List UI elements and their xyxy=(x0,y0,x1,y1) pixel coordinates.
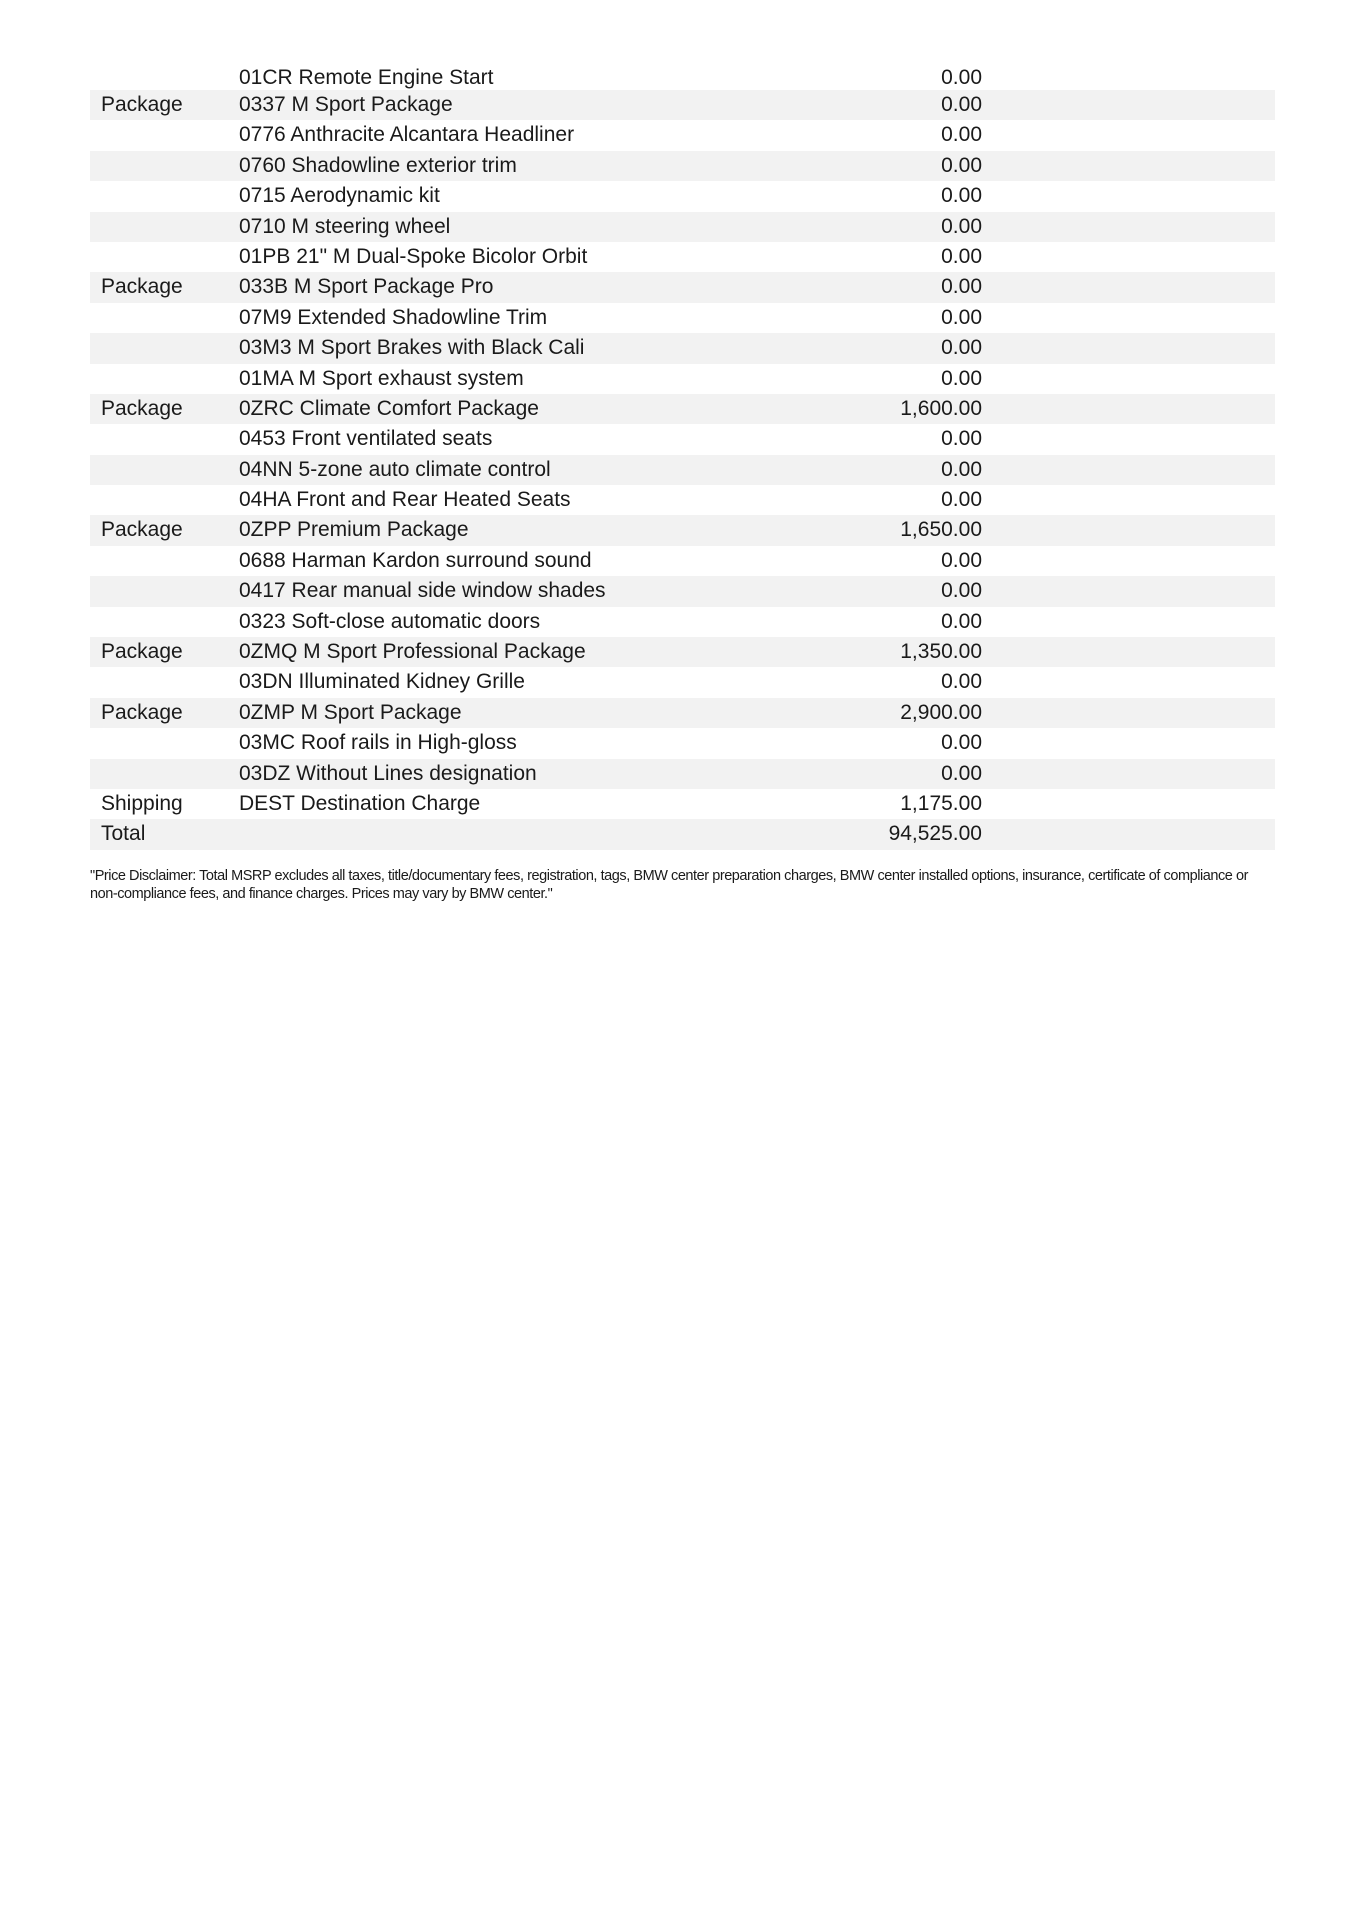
table-row xyxy=(90,90,1275,120)
row-price: 0.00 xyxy=(941,93,982,116)
row-price: 0.00 xyxy=(941,275,982,299)
row-description: DEST Destination Charge xyxy=(239,791,481,815)
table-row xyxy=(90,364,1275,394)
row-description: 01MA M Sport exhaust system xyxy=(239,366,524,390)
table-row xyxy=(90,698,1275,728)
row-price: 0.00 xyxy=(941,153,982,177)
table-row xyxy=(90,303,1275,333)
row-category: Shipping xyxy=(101,791,183,815)
table-row xyxy=(90,576,1275,606)
row-price: 0.00 xyxy=(941,184,982,208)
row-category: Package xyxy=(101,700,183,724)
row-price: 0.00 xyxy=(941,548,982,572)
row-price: 1,175.00 xyxy=(900,791,982,815)
table-row xyxy=(90,424,1275,454)
row-description: 0337 M Sport Package xyxy=(239,93,453,116)
table-row xyxy=(90,212,1275,242)
row-description: 0710 M steering wheel xyxy=(239,214,451,238)
row-price: 0.00 xyxy=(941,457,982,481)
row-description: 0ZMQ M Sport Professional Package xyxy=(239,640,586,664)
row-description: 0715 Aerodynamic kit xyxy=(239,184,440,208)
row-category: Package xyxy=(101,275,183,299)
row-price: 0.00 xyxy=(941,579,982,603)
row-description: 033B M Sport Package Pro xyxy=(239,275,494,299)
table-row xyxy=(90,667,1275,697)
row-description: 0417 Rear manual side window shades xyxy=(239,579,606,603)
row-category: Package xyxy=(101,93,183,116)
row-price: 0.00 xyxy=(941,609,982,633)
table-row xyxy=(90,181,1275,211)
table-row xyxy=(90,515,1275,545)
row-description: 04HA Front and Rear Heated Seats xyxy=(239,488,571,512)
row-category: Package xyxy=(101,396,183,420)
price-disclaimer: "Price Disclaimer: Total MSRP excludes all taxes, title/documentary fees, registration, tags, BMW center preparation charges, BMW center installed options, insurance, certificate of compliance or non-compliance fees, and finance charges. Prices may vary by BMW center." xyxy=(90,868,1248,902)
row-description: 0776 Anthracite Alcantara Headliner xyxy=(239,123,575,147)
table-row xyxy=(90,455,1275,485)
table-row xyxy=(90,151,1275,181)
row-description: 0453 Front ventilated seats xyxy=(239,427,493,451)
row-description: 01PB 21" M Dual-Spoke Bicolor Orbit xyxy=(239,244,588,268)
row-description: 0ZPP Premium Package xyxy=(239,518,469,542)
row-price: 1,600.00 xyxy=(900,396,982,420)
row-category: Package xyxy=(101,518,183,542)
row-price: 0.00 xyxy=(941,488,982,512)
table-row xyxy=(90,66,1275,90)
row-price: 0.00 xyxy=(941,66,982,89)
table-row xyxy=(90,272,1275,302)
table-row xyxy=(90,607,1275,637)
row-price: 0.00 xyxy=(941,427,982,451)
row-description: 0323 Soft-close automatic doors xyxy=(239,609,541,633)
table-row xyxy=(90,728,1275,758)
price-table xyxy=(90,66,1275,850)
row-description: 01CR Remote Engine Start xyxy=(239,66,494,89)
row-price: 0.00 xyxy=(941,731,982,755)
row-description: 03DZ Without Lines designation xyxy=(239,761,537,785)
row-description: 04NN 5-zone auto climate control xyxy=(239,457,551,481)
row-price: 0.00 xyxy=(941,366,982,390)
row-description: 0760 Shadowline exterior trim xyxy=(239,153,517,177)
row-description: 0ZRC Climate Comfort Package xyxy=(239,396,539,420)
row-price: 0.00 xyxy=(941,336,982,360)
table-row xyxy=(90,789,1275,819)
table-row xyxy=(90,759,1275,789)
total-label: Total xyxy=(101,822,146,846)
row-price: 0.00 xyxy=(941,305,982,329)
row-description: 07M9 Extended Shadowline Trim xyxy=(239,305,548,329)
table-row xyxy=(90,120,1275,150)
row-price: 2,900.00 xyxy=(900,700,982,724)
row-description: 03MC Roof rails in High-gloss xyxy=(239,731,517,755)
table-row xyxy=(90,637,1275,667)
row-price: 1,650.00 xyxy=(900,518,982,542)
row-description: 0ZMP M Sport Package xyxy=(239,700,462,724)
table-row-total xyxy=(90,819,1275,849)
row-description: 0688 Harman Kardon surround sound xyxy=(239,548,592,572)
row-description: 03DN Illuminated Kidney Grille xyxy=(239,670,525,694)
total-price: 94,525.00 xyxy=(888,822,982,846)
table-row xyxy=(90,242,1275,272)
row-description: 03M3 M Sport Brakes with Black Cali xyxy=(239,336,585,360)
table-row xyxy=(90,394,1275,424)
table-row xyxy=(90,546,1275,576)
table-row xyxy=(90,333,1275,363)
row-price: 0.00 xyxy=(941,761,982,785)
row-price: 1,350.00 xyxy=(900,640,982,664)
row-price: 0.00 xyxy=(941,123,982,147)
row-price: 0.00 xyxy=(941,670,982,694)
table-row xyxy=(90,485,1275,515)
row-category: Package xyxy=(101,640,183,664)
row-price: 0.00 xyxy=(941,244,982,268)
row-price: 0.00 xyxy=(941,214,982,238)
